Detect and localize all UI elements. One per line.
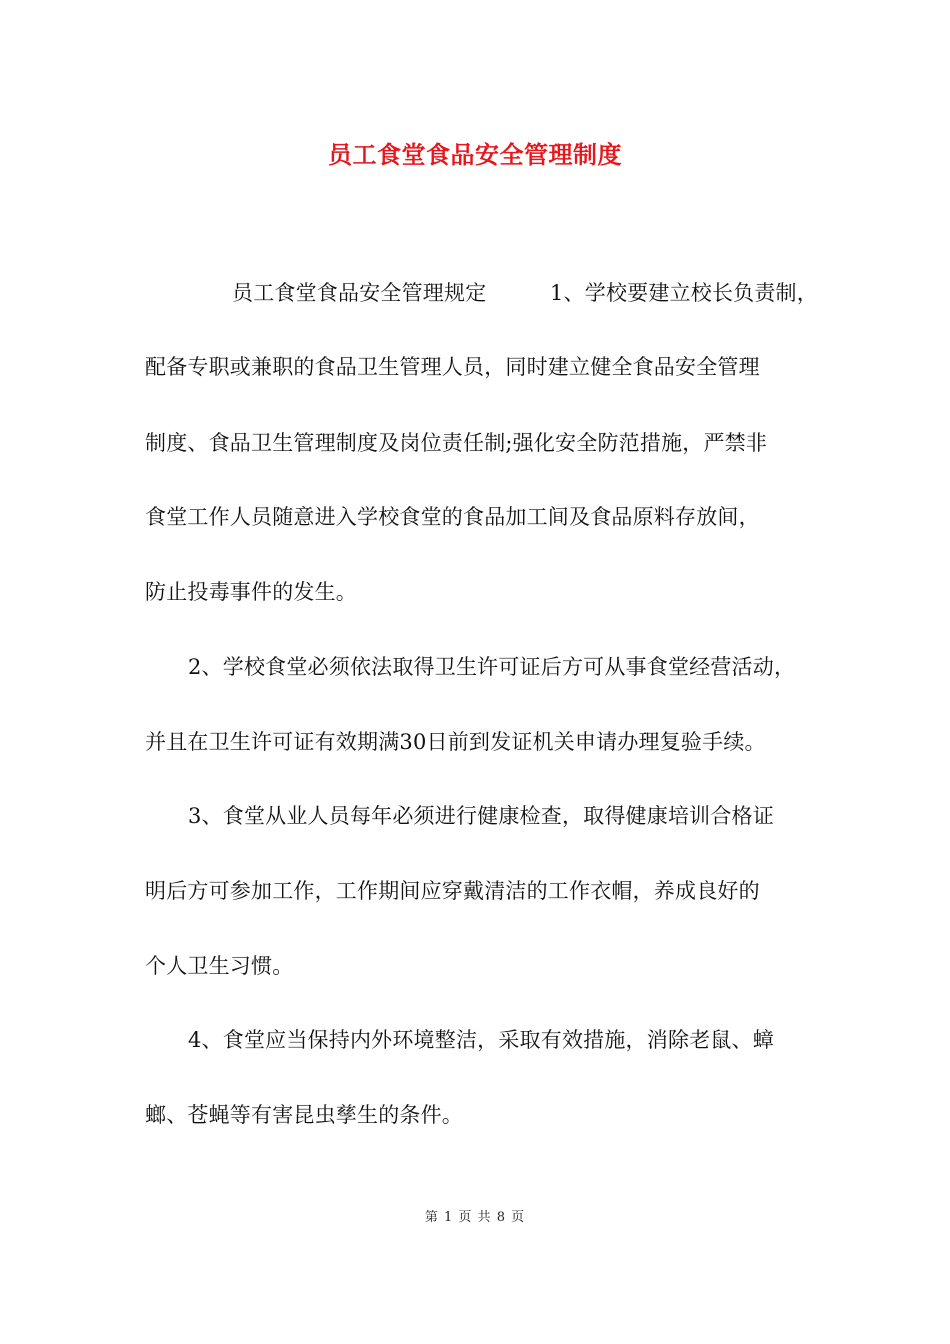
paragraph-line: 2、学校食堂必须依法取得卫生许可证后方可从事食堂经营活动， bbox=[188, 655, 796, 679]
paragraph-line: 制度、食品卫生管理制度及岗位责任制;强化安全防范措施，严禁非 bbox=[145, 431, 768, 455]
paragraph-line: 螂、苍蝇等有害昆虫孳生的条件。 bbox=[145, 1103, 463, 1127]
paragraph-line: 员工食堂食品安全管理规定 1、学校要建立校长负责制， bbox=[232, 281, 818, 305]
paragraph-line: 食堂工作人员随意进入学校食堂的食品加工间及食品原料存放间， bbox=[145, 505, 760, 529]
page-footer: 第 1 页 共 8 页 bbox=[424, 1210, 526, 1225]
paragraph-line: 明后方可参加工作，工作期间应穿戴清洁的工作衣帽，养成良好的 bbox=[145, 879, 760, 903]
paragraph-line: 并且在卫生许可证有效期满30日前到发证机关申请办理复验手续。 bbox=[145, 730, 766, 754]
paragraph-line: 配备专职或兼职的食品卫生管理人员，同时建立健全食品安全管理 bbox=[145, 355, 760, 379]
paragraph-line: 防止投毒事件的发生。 bbox=[145, 580, 357, 604]
paragraph-line: 4、食堂应当保持内外环境整洁，采取有效措施，消除老鼠、蟑 bbox=[188, 1028, 774, 1052]
paragraph-line: 个人卫生习惯。 bbox=[145, 954, 294, 978]
document-title: 员工食堂食品安全管理制度 bbox=[328, 140, 622, 169]
paragraph-line: 3、食堂从业人员每年必须进行健康检查，取得健康培训合格证 bbox=[188, 804, 774, 828]
